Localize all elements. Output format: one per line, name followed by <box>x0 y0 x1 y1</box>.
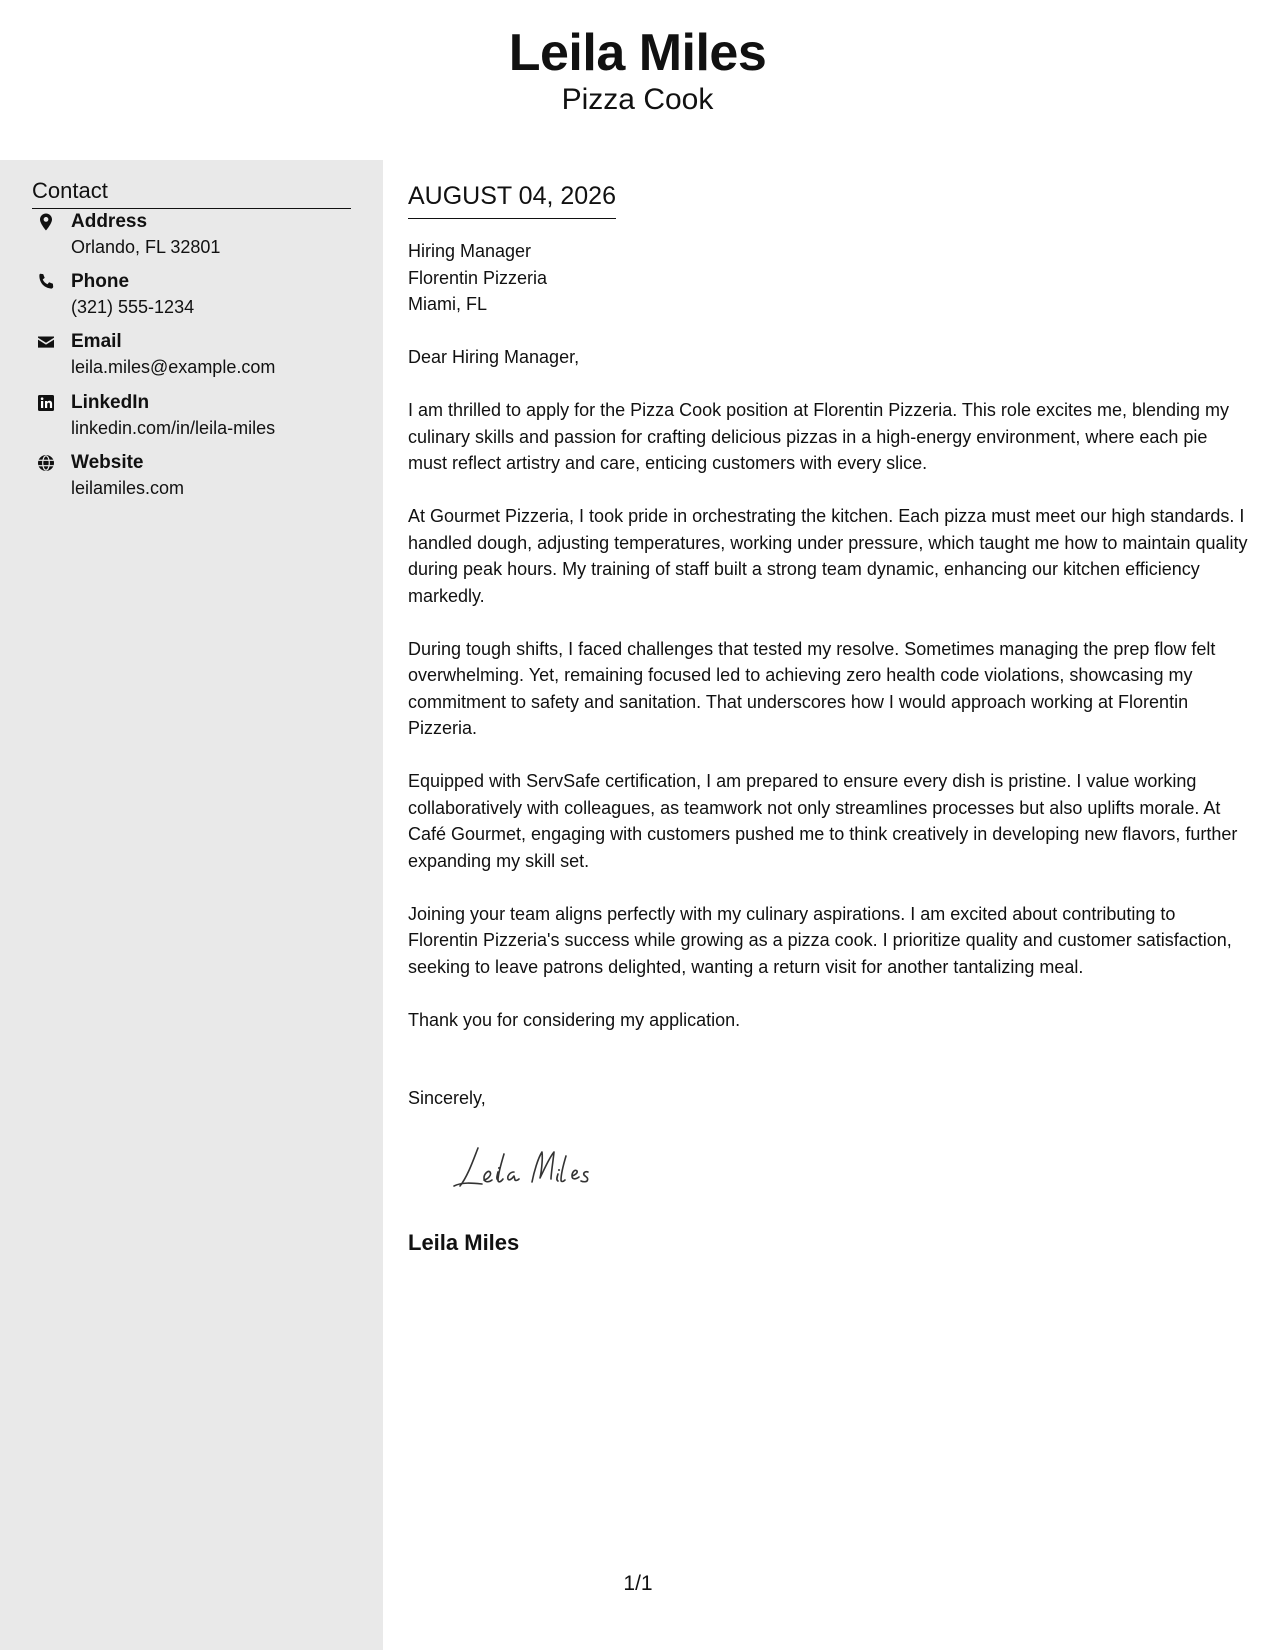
linkedin-icon <box>36 393 56 413</box>
handwritten-signature <box>448 1138 638 1196</box>
body-paragraph: I am thrilled to apply for the Pizza Cook position at Florentin Pizzeria. This role excites me, blending my culinary skills and passion for crafting delicious pizzas in a high-energy environment, where each pie must reflect artistry and care, enticing customers with every slice. <box>408 400 1230 473</box>
contact-item-phone <box>32 270 372 326</box>
recipient-block <box>408 238 547 318</box>
contact-item-address <box>32 210 372 266</box>
closing: Sincerely, <box>408 1088 486 1108</box>
page-number: 1/1 <box>623 1572 653 1595</box>
contact-label: Address <box>71 211 148 232</box>
phone-icon <box>36 272 56 292</box>
body-paragraph: During tough shifts, I faced challenges that tested my resolve. Sometimes managing the prep flow felt overwhelming. Yet, remaining focused led to achieving zero health code violations, showcasing my commitment to safety and sanitation. That underscores how I would approach working at Florentin Pizzeria. <box>408 638 1216 738</box>
map-pin-icon <box>36 212 56 232</box>
contact-heading: Contact <box>32 176 351 209</box>
contact-value-email[interactable]: leila.miles@example.com <box>71 357 276 377</box>
body-paragraph: At Gourmet Pizzeria, I took pride in orchestrating the kitchen. Each pizza must meet our high standards. I handled dough, adjusting temperatures, working under pressure, which taught me how to maintain quality during peak hours. My training of staff built a strong team dynamic, enhancing our kitchen efficiency markedly. <box>408 506 1248 606</box>
body-paragraph: Joining your team aligns perfectly with my culinary aspirations. I am excited about contributing to Florentin Pizzeria's success while growing as a pizza cook. I prioritize quality and customer satisfaction, seeking to leave patrons delighted, wanting a return visit for another tantalizing meal. <box>408 903 1232 977</box>
applicant-name: Leila Miles <box>508 24 767 82</box>
body-paragraph: Thank you for considering my application. <box>408 1009 741 1030</box>
contact-label: LinkedIn <box>71 392 150 413</box>
contact-value-linkedin[interactable]: linkedin.com/in/leila-miles <box>71 418 276 438</box>
recipient-location: Miami, FL <box>408 294 488 314</box>
recipient-title: Hiring Manager <box>408 241 532 261</box>
contact-value-address: Orlando, FL 32801 <box>71 237 221 257</box>
job-title: Pizza Cook <box>561 83 714 116</box>
contact-item-linkedin <box>32 391 372 447</box>
body-paragraph: Equipped with ServSafe certification, I am prepared to ensure every dish is pristine. I value working collaboratively with colleagues, as teamwork not only streamlines processes but also uplifts morale. At Café Gourmet, engaging with customers pushed me to think creatively in developing new flavors, further expanding my skill set. <box>408 771 1238 871</box>
contact-value-website[interactable]: leilamiles.com <box>71 478 185 498</box>
signer-name: Leila Miles <box>408 1230 520 1255</box>
email-icon <box>36 332 56 352</box>
contact-item-email <box>32 330 372 386</box>
salutation: Dear Hiring Manager, <box>408 347 580 367</box>
contact-value-phone: (321) 555-1234 <box>71 297 195 317</box>
contact-label: Phone <box>71 271 130 292</box>
contact-item-website <box>32 451 372 507</box>
contact-label: Email <box>71 331 122 352</box>
recipient-company: Florentin Pizzeria <box>408 267 548 288</box>
contact-sidebar <box>0 160 383 1650</box>
letter-body <box>408 344 1248 1060</box>
globe-icon <box>36 453 56 473</box>
contact-label: Website <box>71 452 144 473</box>
letter-date: AUGUST 04, 2026 <box>408 180 616 219</box>
letter-header <box>0 0 1275 160</box>
